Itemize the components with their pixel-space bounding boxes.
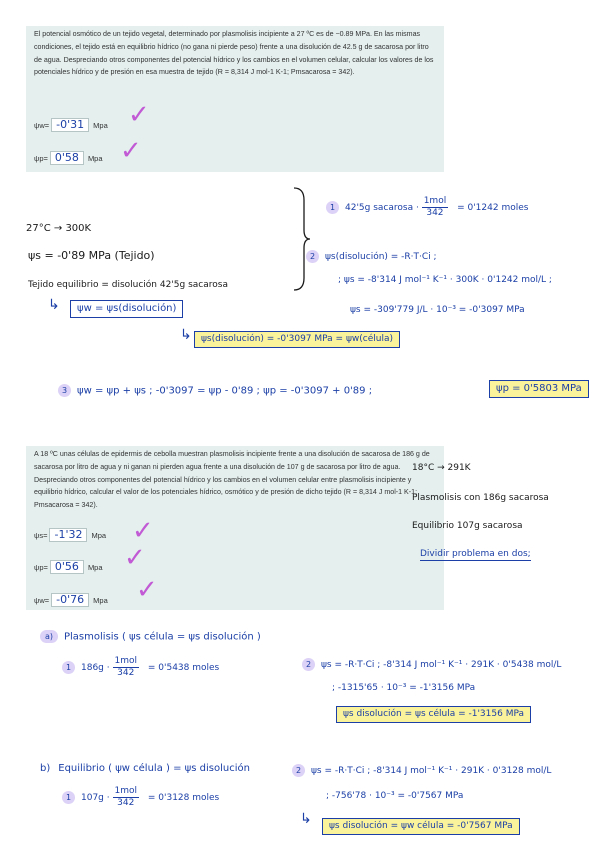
psi-s-label: ψs= xyxy=(34,530,48,540)
step-2-line xyxy=(306,250,437,263)
note-temperature: 27°C → 300K xyxy=(26,223,92,234)
step-3-result-box: ψp = 0'5803 MPa xyxy=(489,380,589,398)
b2-line xyxy=(292,764,551,777)
fraction-denominator: 342 xyxy=(117,668,135,678)
a1-number: 1 xyxy=(62,661,75,674)
step-3-line xyxy=(58,384,372,397)
step-1-number: 1 xyxy=(326,201,339,214)
psi-p-answer-field[interactable]: 0'56 xyxy=(50,560,84,574)
note-equilibrium: Tejido equilibrio = disolución 42'5g sacarosa xyxy=(28,280,228,290)
step-3-number: 3 xyxy=(58,384,71,397)
psi-p-unit: Mpa xyxy=(87,562,103,572)
molar-fraction xyxy=(113,656,140,679)
step-2-number: 2 xyxy=(306,250,319,263)
problem-1-card xyxy=(26,26,444,172)
molar-fraction xyxy=(422,196,449,219)
fraction-denominator: 342 xyxy=(426,208,444,218)
problem-1-statement: El potencial osmótico de un tejido vegetal, determinado por plasmolisis incipiente a 27 ºC es de −0.89 MPa. En las mismas condiciones, el tejido está en equilibrio hídrico (no gana ni pierde peso) frente a una disolución de 42.5 g de sacarosa por litro de agua. Despreciando otros componentes del potencial hídrico y los cambios en el volumen celular, calcular los valores de los potenciales hídrico y de presión en esa muestra de tejido (R = 8,314 J mol-1 K-1; Pmsacarosa = 342). xyxy=(34,30,434,77)
a2-formula: ψs = -R·T·Ci ; -8'314 J mol⁻¹ K⁻¹ · 291K · 0'5438 mol/L xyxy=(321,660,562,670)
part-a-heading xyxy=(40,630,261,643)
arrow-icon: ↳ xyxy=(300,811,312,827)
note-psi-s-tissue: ψs = -0'89 MPa (Tejido) xyxy=(28,249,155,262)
psi-w-unit: Mpa xyxy=(93,120,108,130)
b2-result: ; -756'78 · 10⁻³ = -0'7567 MPa xyxy=(326,791,464,801)
psi-s-answer-field[interactable]: -1'32 xyxy=(49,528,87,542)
checkmark-icon: ✓ xyxy=(128,100,150,130)
problem-2-card xyxy=(26,446,444,610)
step-2-formula: ψs(disolución) = -R·T·Ci ; xyxy=(325,252,437,262)
problem-1-psi-w-row xyxy=(34,118,108,132)
molar-fraction xyxy=(113,786,140,809)
a2-result: ; -1315'65 · 10⁻³ = -1'3156 MPa xyxy=(332,683,476,693)
a1-mass: 186g · xyxy=(81,663,110,673)
b-result-box: ψs disolución = ψw célula = -0'7567 MPa xyxy=(322,818,520,835)
step-2-result: ψs = -309'779 J/L · 10⁻³ = -0'3097 MPa xyxy=(350,305,525,315)
checkmark-icon: ✓ xyxy=(120,136,142,166)
b1-number: 1 xyxy=(62,791,75,804)
a-result-box: ψs disolución = ψs célula = -1'3156 MPa xyxy=(336,706,531,723)
part-b-title: Equilibrio ( ψw célula ) = ψs disolución xyxy=(58,763,250,774)
note-dividir: Dividir problema en dos; xyxy=(420,549,531,559)
part-b-label: b) xyxy=(40,763,51,774)
b2-formula: ψs = -R·T·Ci ; -8'314 J mol⁻¹ K⁻¹ · 291K · 0'3128 mol/L xyxy=(311,766,552,776)
step-1-mass: 42'5g sacarosa · xyxy=(345,203,419,213)
curly-brace-icon xyxy=(290,186,312,292)
a2-number: 2 xyxy=(302,658,315,671)
psi-p-label: ψp= xyxy=(34,562,48,572)
b1-mass: 107g · xyxy=(81,793,110,803)
step-1-line xyxy=(326,196,528,219)
arrow-icon: ↳ xyxy=(180,327,192,343)
part-b-heading xyxy=(40,764,250,774)
checkmark-icon: ✓ xyxy=(136,575,158,605)
b2-number: 2 xyxy=(292,764,305,777)
psi-p-label: ψp= xyxy=(34,153,48,163)
step-3-equation: ψw = ψp + ψs ; -0'3097 = ψp - 0'89 ; ψp = -0'3097 + 0'89 ; xyxy=(77,385,373,397)
note-equilibrio: Equilibrio 107g sacarosa xyxy=(412,521,523,531)
a1-line xyxy=(62,656,219,679)
psi-w-answer-field[interactable]: -0'76 xyxy=(51,593,89,607)
result-1-box: ψs(disolución) = -0'3097 MPa = ψw(célula) xyxy=(194,331,400,348)
note-temperature-2: 18°C → 291K xyxy=(412,463,471,473)
part-a-title: Plasmolisis ( ψs célula = ψs disolución ) xyxy=(64,631,261,643)
fraction-numerator: 1mol xyxy=(114,786,137,796)
psi-s-unit: Mpa xyxy=(91,530,107,540)
a1-result: = 0'5438 moles xyxy=(147,663,220,673)
psi-w-unit: Mpa xyxy=(93,595,108,605)
psi-w-answer-field[interactable]: -0'31 xyxy=(51,118,89,132)
b1-result: = 0'3128 moles xyxy=(147,793,220,803)
part-a-label: a) xyxy=(40,630,58,643)
checkmark-icon: ✓ xyxy=(124,543,146,573)
fraction-denominator: 342 xyxy=(117,798,135,808)
psi-p-answer-field[interactable]: 0'58 xyxy=(50,151,84,165)
a2-line xyxy=(302,658,561,671)
problem-2-psi-s-row xyxy=(34,528,106,542)
checkmark-icon: ✓ xyxy=(132,516,154,546)
b1-line xyxy=(62,786,219,809)
psi-p-unit: Mpa xyxy=(87,153,103,163)
step-1-result: = 0'1242 moles xyxy=(457,203,529,213)
step-2-substitution: ; ψs = -8'314 J mol⁻¹ K⁻¹ · 300K · 0'1242 mol/L ; xyxy=(338,275,552,285)
psi-w-label: ψw= xyxy=(34,120,50,130)
problem-2-psi-w-row xyxy=(34,593,108,607)
problem-1-psi-p-row xyxy=(34,151,103,165)
problem-2-statement: A 18 ºC unas células de epidermis de cebolla muestran plasmolisis incipiente frente a una disolución de sacarosa de 186 g de sacarosa por litro de agua y ni ganan ni pierden agua frente a una disolución de 107 g de sacarosa por litro de agua. Despreciando otros componentes del potencial hídrico y los cambios en el volumen celular entre plasmolisis incipiente y equilibrio hídrico, calcular el valor de los potenciales hídrico, osmótico y de presión de dicho tejido (R = 8,314 J mol-1 K-1; Pmsacarosa = 342). xyxy=(34,450,430,510)
fraction-numerator: 1mol xyxy=(114,656,137,666)
curved-arrow-icon: ↳ xyxy=(48,297,60,313)
fraction-numerator: 1mol xyxy=(423,196,447,206)
note-psi-equality-box: ψw = ψs(disolución) xyxy=(70,300,183,318)
note-plasmolisis: Plasmolisis con 186g sacarosa xyxy=(412,493,549,503)
problem-2-psi-p-row xyxy=(34,560,103,574)
psi-w-label: ψw= xyxy=(34,595,50,605)
